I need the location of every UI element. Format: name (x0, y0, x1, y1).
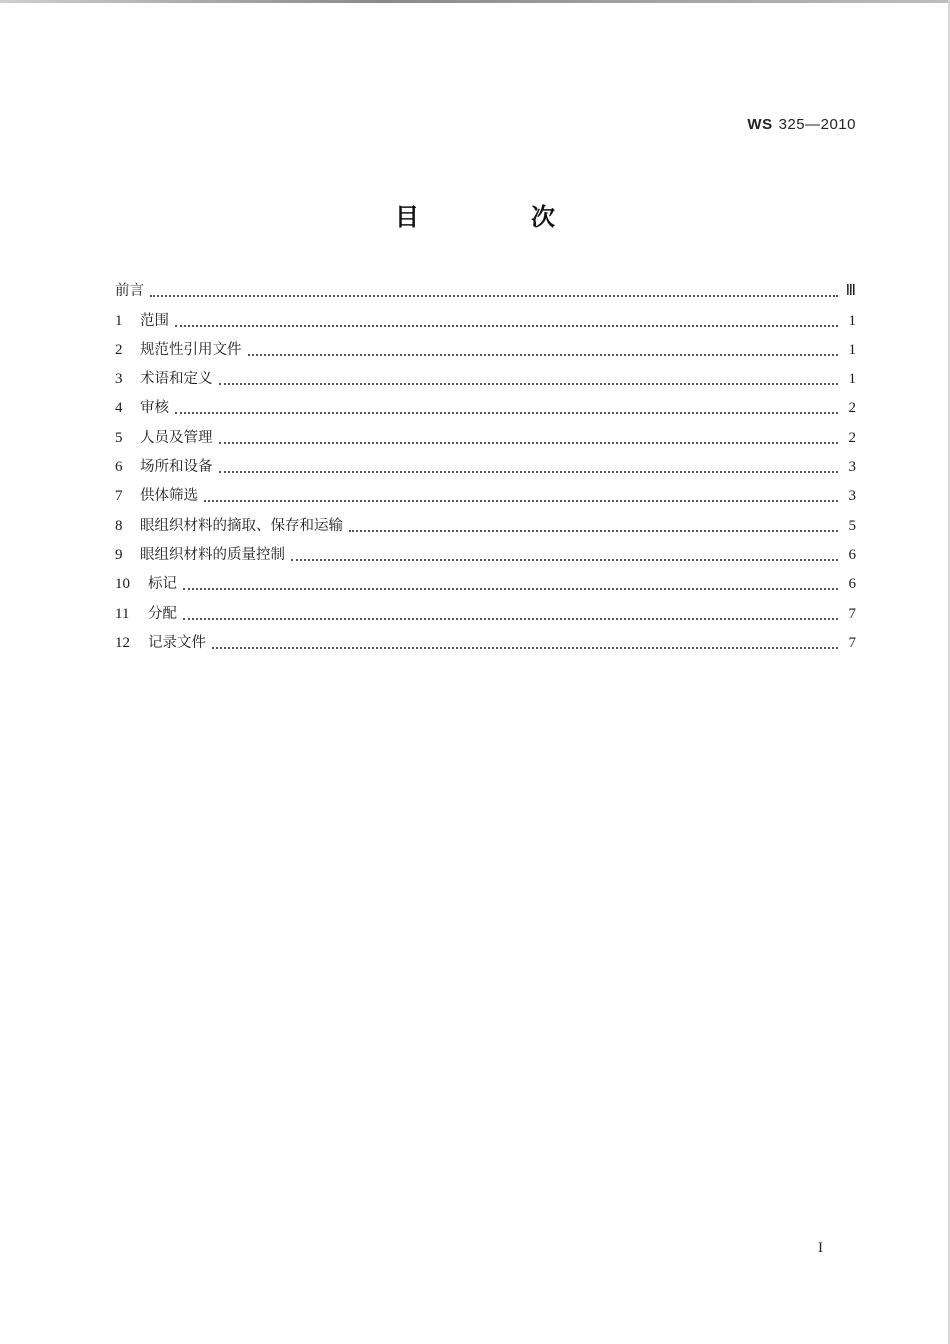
toc-entry-number: 2 (115, 341, 123, 358)
toc-entry-number: 3 (115, 371, 123, 388)
toc-entry-6[interactable] (115, 448, 856, 477)
toc-entry-label: 供体筛选 (140, 488, 198, 505)
standard-code (747, 116, 856, 133)
toc-leader-dots (150, 295, 838, 297)
toc-entry-page: 7 (848, 605, 856, 622)
toc-entry-label: 人员及管理 (140, 429, 213, 446)
toc-entry-label: 前言 (115, 283, 144, 300)
toc-entry-number: 7 (115, 488, 123, 505)
toc-entry-page: 7 (848, 634, 856, 651)
toc-entry-label: 审核 (140, 400, 169, 417)
toc-entry-2[interactable] (115, 331, 856, 360)
toc-leader-dots (349, 530, 838, 532)
toc-entry-label: 记录文件 (148, 634, 206, 651)
toc-leader-dots (212, 647, 838, 649)
toc-leader-dots (248, 354, 839, 356)
toc-entry-page: 2 (848, 429, 856, 446)
toc-entry-12[interactable] (115, 624, 856, 653)
toc-entry-page: 6 (848, 546, 856, 563)
toc-entry-number: 9 (115, 546, 123, 563)
toc-entry-number: 11 (115, 605, 130, 622)
toc-entry-10[interactable] (115, 565, 856, 594)
toc-entry-label: 术语和定义 (140, 371, 213, 388)
page-number: I (818, 1240, 823, 1256)
toc-entry-5[interactable] (115, 418, 856, 447)
scan-edge-top (0, 0, 950, 3)
toc-entry-label: 场所和设备 (140, 459, 213, 476)
toc-entry-7[interactable] (115, 477, 856, 506)
toc-leader-dots (183, 618, 838, 620)
toc-leader-dots (219, 471, 839, 473)
toc-entry-number: 6 (115, 459, 123, 476)
toc-entry-page: 1 (848, 371, 856, 388)
toc-leader-dots (291, 559, 838, 561)
toc-entry-label: 分配 (148, 605, 177, 622)
toc-entry-8[interactable] (115, 506, 856, 535)
toc-leader-dots (219, 383, 839, 385)
toc-leader-dots (183, 588, 838, 590)
toc-entry-number: 1 (115, 312, 123, 329)
toc-entry-label: 眼组织材料的摘取、保存和运输 (140, 517, 343, 534)
toc-entry-page: 3 (848, 488, 856, 505)
toc-leader-dots (204, 500, 838, 502)
table-of-contents (115, 272, 856, 653)
toc-entry-number: 8 (115, 517, 123, 534)
standard-number: 325—2010 (778, 116, 856, 133)
toc-leader-dots (219, 442, 839, 444)
toc-entry-number: 5 (115, 429, 123, 446)
toc-entry-1[interactable] (115, 301, 856, 330)
toc-leader-dots (175, 412, 838, 414)
toc-entry-page: Ⅲ (845, 283, 856, 300)
toc-entry-page: 2 (848, 400, 856, 417)
toc-entry-4[interactable] (115, 389, 856, 418)
toc-entry-page: 6 (848, 576, 856, 593)
toc-entry-label: 范围 (140, 312, 169, 329)
toc-entry-9[interactable] (115, 536, 856, 565)
toc-entry-page: 1 (848, 341, 856, 358)
toc-entry-number: 12 (115, 634, 130, 651)
toc-entry-3[interactable] (115, 360, 856, 389)
toc-entry-page: 1 (848, 312, 856, 329)
standard-prefix: WS (747, 116, 773, 133)
toc-leader-dots (175, 325, 838, 327)
toc-entry-label: 眼组织材料的质量控制 (140, 546, 285, 563)
page-title: 目 次 (395, 203, 599, 231)
toc-entry-11[interactable] (115, 594, 856, 623)
toc-entry-label: 标记 (148, 576, 177, 593)
toc-entry-label: 规范性引用文件 (140, 341, 242, 358)
toc-entry-number: 4 (115, 400, 123, 417)
toc-entry-foreword[interactable] (115, 272, 856, 301)
toc-entry-page: 5 (848, 517, 856, 534)
toc-entry-page: 3 (848, 459, 856, 476)
toc-entry-number: 10 (115, 576, 130, 593)
